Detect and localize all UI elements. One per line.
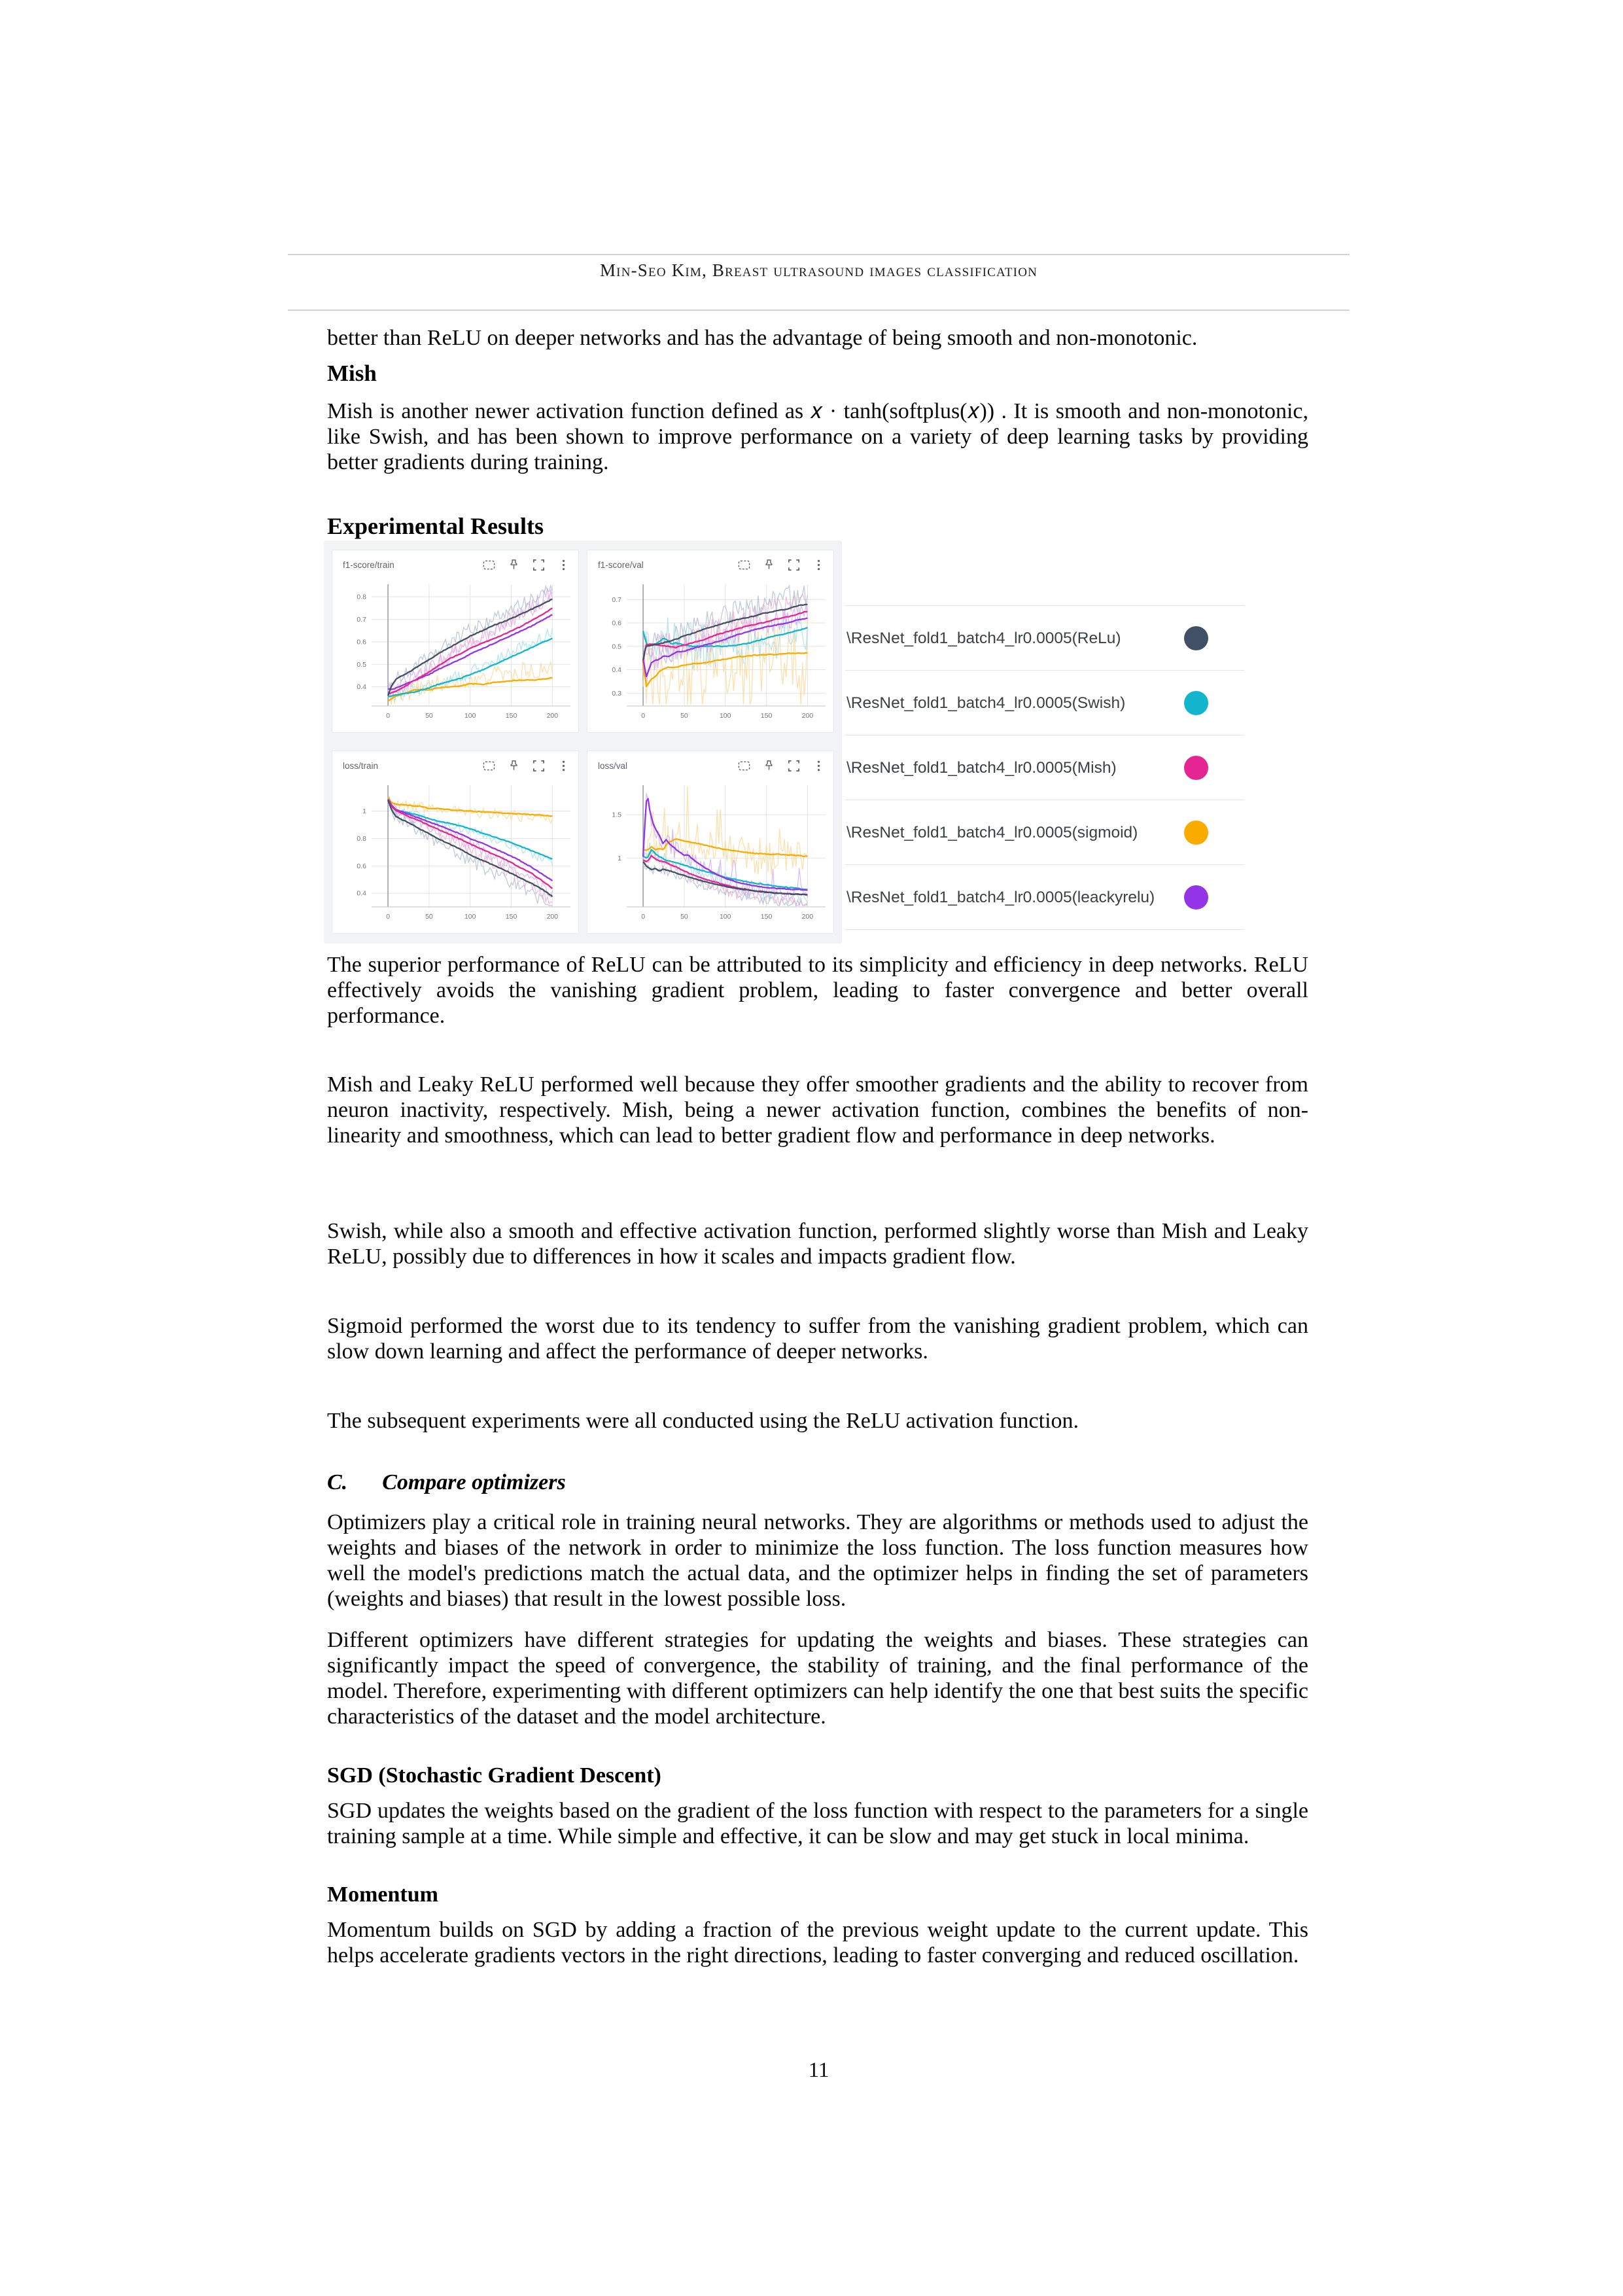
svg-text:100: 100 [464, 712, 476, 720]
mish-heading: Mish [327, 361, 377, 386]
svg-text:0.5: 0.5 [357, 660, 366, 669]
svg-text:0.7: 0.7 [357, 615, 366, 624]
svg-text:0.4: 0.4 [612, 666, 621, 675]
section-title: Compare optimizers [382, 1470, 566, 1494]
header-rule-bottom [288, 309, 1350, 311]
chart-card-loss-train [332, 751, 579, 934]
svg-text:0.6: 0.6 [612, 619, 621, 627]
svg-text:150: 150 [505, 712, 517, 720]
svg-text:0.5: 0.5 [612, 643, 621, 651]
page-number: 11 [808, 2058, 829, 2082]
momentum-heading: Momentum [327, 1882, 438, 1907]
svg-text:150: 150 [760, 913, 773, 921]
momentum-paragraph: Momentum builds on SGD by adding a fraction of the previous weight update to the current update. This helps accelerate gradients vectors in the right directions, leading to faster converging and reduced oscillation. [327, 1918, 1308, 1968]
f1-val-chart[interactable] [587, 550, 833, 731]
svg-text:0.3: 0.3 [612, 689, 621, 698]
run-color-dot[interactable] [1184, 821, 1208, 845]
legend-row-sigmoid[interactable] [845, 800, 1244, 865]
sgd-paragraph: SGD updates the weights based on the gradient of the loss function with respect to the parameters for a single training sample at a time. While simple and effective, it can be slow and may get stuck in local minima. [327, 1799, 1308, 1848]
results-paragraph-4: Sigmoid performed the worst due to its tendency to suffer from the vanishing gradient problem, which can slow down learning and affect the performance of deeper networks. [327, 1314, 1308, 1364]
svg-text:150: 150 [760, 712, 773, 720]
loss-val-chart[interactable] [587, 751, 833, 932]
chart-card-f1-train [332, 550, 579, 733]
optimizers-paragraph-2: Different optimizers have different strategies for updating the weights and biases. These strategies can significantly impact the speed of convergence, the stability of training, and the final performance of the model. Therefore, experimenting with different optimizers can help identify the one that best suits the specific characteristics of the dataset and the model architecture. [327, 1628, 1308, 1729]
chart-title: f1-score/train [343, 560, 394, 570]
svg-text:100: 100 [464, 913, 476, 921]
svg-text:1: 1 [362, 807, 366, 816]
chart-title: f1-score/val [598, 560, 644, 570]
svg-text:200: 200 [546, 913, 559, 921]
run-color-dot[interactable] [1184, 756, 1208, 780]
svg-text:0: 0 [641, 712, 646, 720]
legend-label: \ResNet_fold1_batch4_lr0.0005(leackyrelu) [846, 888, 1155, 906]
svg-text:100: 100 [719, 913, 731, 921]
legend-divider [845, 929, 1244, 930]
legend-row-mish[interactable] [845, 735, 1244, 800]
results-paragraph-1: The superior performance of ReLU can be attributed to its simplicity and efficiency in deep networks. ReLU effectively avoids the vanishing gradient problem, leading to faster convergence and better overall performance. [327, 953, 1308, 1028]
legend-label: \ResNet_fold1_batch4_lr0.0005(sigmoid) [846, 823, 1138, 841]
svg-text:200: 200 [801, 913, 814, 921]
run-color-dot[interactable] [1184, 885, 1208, 910]
svg-text:200: 200 [546, 712, 559, 720]
carryover-paragraph: better than ReLU on deeper networks and has the advantage of being smooth and non-monotonic. [327, 326, 1198, 350]
svg-text:150: 150 [505, 913, 517, 921]
svg-text:0.6: 0.6 [357, 862, 366, 870]
results-paragraph-2: Mish and Leaky ReLU performed well because they offer smoother gradients and the ability to recover from neuron inactivity, respectively. Mish, being a newer activation function, combines the benefits of non-linearity and smoothness, which can lead to better gradient flow and performance in deep networks. [327, 1072, 1308, 1148]
legend-label: \ResNet_fold1_batch4_lr0.0005(Swish) [846, 694, 1126, 712]
svg-text:0.4: 0.4 [357, 889, 366, 898]
legend-row-leackyrelu[interactable] [845, 864, 1244, 930]
chart-title: loss/val [598, 761, 628, 771]
chart-title: loss/train [343, 761, 379, 771]
run-color-dot[interactable] [1184, 691, 1208, 715]
svg-text:1: 1 [618, 855, 621, 863]
svg-text:0.6: 0.6 [357, 638, 366, 646]
chart-card-f1-val [587, 550, 834, 733]
running-head: Min-Seo Kim, Breast ultrasound images classification [599, 260, 1038, 280]
legend-row-swish[interactable] [845, 670, 1244, 735]
svg-text:100: 100 [719, 712, 731, 720]
svg-text:50: 50 [680, 913, 688, 921]
svg-text:0.7: 0.7 [612, 595, 621, 604]
mish-paragraph: Mish is another newer activation function defined as 𝑥 · tanh(softplus(𝑥)) . It is smooth and non-monotonic, like Swish, and has been shown to improve performance on a variety of deep learning tasks by providing better gradients during training. [327, 399, 1308, 474]
optimizers-paragraph-1: Optimizers play a critical role in training neural networks. They are algorithms or methods used to adjust the weights and biases of the network in order to minimize the loss function. The loss function measures how well the model's predictions match the actual data, and the optimizer helps in finding the set of parameters (weights and biases) that result in the lowest possible loss. [327, 1510, 1308, 1611]
svg-text:0.8: 0.8 [357, 835, 366, 843]
svg-text:0: 0 [386, 712, 391, 720]
results-paragraph-5: The subsequent experiments were all conducted using the ReLU activation function. [327, 1409, 1079, 1433]
chart-card-loss-val [587, 751, 834, 934]
f1-train-chart[interactable] [332, 550, 578, 731]
svg-text:50: 50 [425, 913, 433, 921]
legend-row-relu[interactable] [845, 605, 1244, 671]
sgd-heading: SGD (Stochastic Gradient Descent) [327, 1763, 661, 1788]
run-color-dot[interactable] [1184, 626, 1208, 650]
legend-label: \ResNet_fold1_batch4_lr0.0005(ReLu) [846, 629, 1121, 647]
header-rule-top [288, 254, 1350, 255]
svg-text:0: 0 [386, 913, 391, 921]
loss-train-chart[interactable] [332, 751, 578, 932]
results-paragraph-3: Swish, while also a smooth and effective activation function, performed slightly worse than Mish and Leaky ReLU, possibly due to differences in how it scales and impacts gradient flow. [327, 1219, 1308, 1269]
experimental-results-heading: Experimental Results [327, 513, 544, 539]
svg-text:0.4: 0.4 [357, 683, 366, 692]
section-label: C. [327, 1470, 348, 1494]
svg-text:50: 50 [425, 712, 433, 720]
tensorboard-screenshot [324, 540, 842, 944]
legend-label: \ResNet_fold1_batch4_lr0.0005(Mish) [846, 758, 1117, 777]
svg-text:1.5: 1.5 [612, 811, 621, 819]
svg-text:0.8: 0.8 [357, 593, 366, 601]
svg-text:200: 200 [801, 712, 814, 720]
section-c-heading [327, 1470, 566, 1495]
svg-text:50: 50 [680, 712, 688, 720]
svg-text:0: 0 [641, 913, 646, 921]
